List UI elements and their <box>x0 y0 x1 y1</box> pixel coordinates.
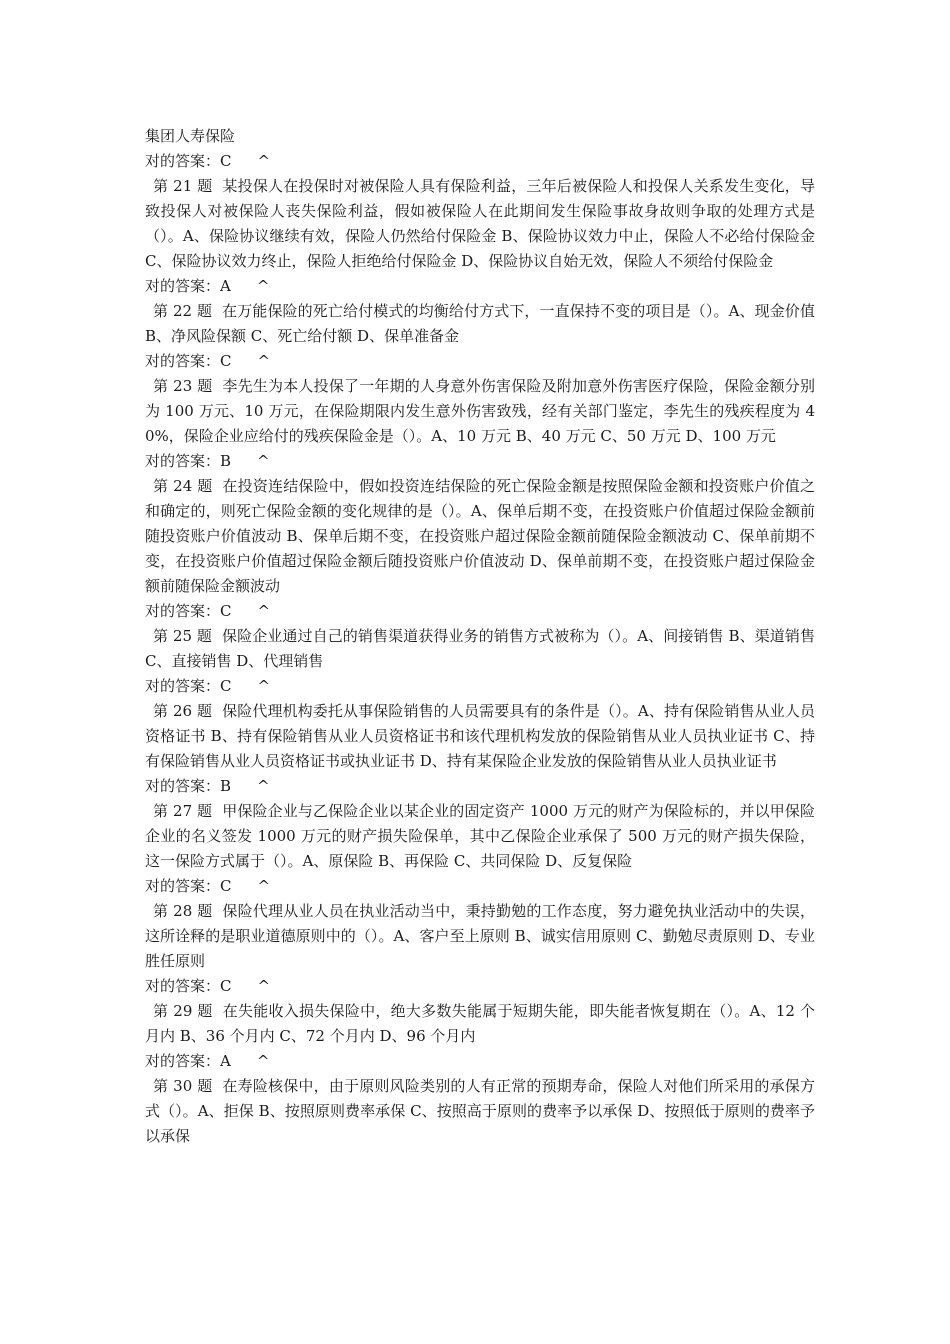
answer-line <box>145 774 815 799</box>
question-item <box>145 474 815 599</box>
answer-prefix: 对的答案： <box>145 152 221 170</box>
question-text: 某投保人在投保时对被保险人具有保险利益，三年后被保险人和投保人关系发生变化，导致投保人对被保险人丧失保险利益，假如被保险人在此期间发生保险事故身故则争取的处理方式是（）。A、保险协议继续有效，保险人仍然给付保险金 B、保险协议效力中止，保险人不必给付保险金 C、保险协议效力终止，保险人拒绝给付保险金 D、保险协议自始无效，保险人不须给付保险金 <box>145 177 815 270</box>
question-number: 第 26 题 <box>153 702 213 720</box>
question-text: 在失能收入损失保险中，绝大多数失能属于短期失能，即失能者恢复期在（）。A、12 个月内 B、36 个月内 C、72 个月内 D、96 个月内 <box>145 1002 815 1045</box>
question-number: 第 27 题 <box>153 802 213 820</box>
question-text: 保险代理从业人员在执业活动当中，秉持勤勉的工作态度，努力避免执业活动中的失误，这所诠释的是职业道德原则中的（）。A、客户至上原则 B、诚实信用原则 C、勤勉尽责原则 D、专业胜任原则 <box>145 902 815 970</box>
answer-value: A <box>220 277 231 295</box>
answer-line <box>145 599 815 624</box>
answer-prefix: 对的答案： <box>145 877 221 895</box>
answer-value: C <box>220 152 232 170</box>
question-text: 甲保险企业与乙保险企业以某企业的固定资产 1000 万元的财产为保险标的，并以甲保险企业的名义签发 1000 万元的财产损失险保单，其中乙保险企业承保了 500 万元的财产损失保险，这一保险方式属于（）。A、原保险 B、再保险 C、共同保险 D、反复保险 <box>145 802 816 870</box>
caret-link[interactable]: ^ <box>257 677 271 695</box>
caret-link[interactable]: ^ <box>257 877 271 895</box>
question-number: 第 25 题 <box>153 627 213 645</box>
question-list <box>145 174 815 1149</box>
answer-value: C <box>220 977 232 995</box>
answer-prefix: 对的答案： <box>145 602 221 620</box>
caret-link[interactable]: ^ <box>257 152 271 170</box>
answer-line <box>145 874 815 899</box>
caret-link[interactable]: ^ <box>257 602 271 620</box>
answer-value: C <box>220 677 232 695</box>
question-item <box>145 699 815 774</box>
answer-prefix: 对的答案： <box>145 352 221 370</box>
answer-prefix: 对的答案： <box>145 452 221 470</box>
answer-value: A <box>220 1052 231 1070</box>
question-item <box>145 999 815 1049</box>
question-number: 第 23 题 <box>153 377 213 395</box>
answer-value: C <box>220 877 232 895</box>
question-number: 第 28 题 <box>153 902 213 920</box>
answer-value: B <box>220 452 232 470</box>
question-number: 第 24 题 <box>153 477 213 495</box>
question-text: 在投资连结保险中，假如投资连结保险的死亡保险金额是按照保险金额和投资账户价值之和确定的，则死亡保险金额的变化规律的是（）。A、保单后期不变，在投资账户价值超过保险金额前随投资账户价值波动 B、保单后期不变，在投资账户超过保险金额前随保险金额波动 C、保单前期不变，在投资账户价值超过保险金额后随投资账户价值波动 D、保单前期不变，在投资账户超过保险金额前随保险金额波动 <box>145 477 815 595</box>
answer-value: C <box>220 602 232 620</box>
answer-line <box>145 974 815 999</box>
question-text: 保险代理机构委托从事保险销售的人员需要具有的条件是（）。A、持有保险销售从业人员资格证书 B、持有保险销售从业人员资格证书和该代理机构发放的保险销售从业人员执业证书 C、持有保险销售从业人员资格证书或执业证书 D、持有某保险企业发放的保险销售从业人员执业证书 <box>145 702 815 770</box>
caret-link[interactable]: ^ <box>257 352 271 370</box>
question-item <box>145 174 815 274</box>
question-number: 第 30 题 <box>153 1077 213 1095</box>
caret-link[interactable]: ^ <box>256 277 270 295</box>
question-number: 第 29 题 <box>153 1002 213 1020</box>
answer-prefix: 对的答案： <box>145 1052 221 1070</box>
question-text: 在寿险核保中，由于原则风险类别的人有正常的预期寿命，保险人对他们所采用的承保方式（）。A、拒保 B、按照原则费率承保 C、按照高于原则的费率予以承保 D、按照低于原则的费率予以承保 <box>145 1077 815 1145</box>
question-item <box>145 799 815 874</box>
question-text: 李先生为本人投保了一年期的人身意外伤害保险及附加意外伤害医疗保险，保险金额分别为 100 万元、10 万元，在保险期限内发生意外伤害致残，经有关部门鉴定，李先生的残疾程度为 40%，保险企业应给付的残疾保险金是（）。A、10 万元 B、40 万元 C、50 万元 D、100 万元 <box>145 377 815 445</box>
caret-link[interactable]: ^ <box>257 777 270 795</box>
answer-prefix: 对的答案： <box>145 977 221 995</box>
question-item <box>145 624 815 674</box>
answer-line <box>145 149 815 174</box>
answer-value: B <box>220 777 232 795</box>
answer-prefix: 对的答案： <box>145 277 221 295</box>
answer-line <box>145 274 815 299</box>
lead-text: 集团人寿保险 <box>145 127 236 145</box>
caret-link[interactable]: ^ <box>257 452 270 470</box>
question-number: 第 22 题 <box>153 302 213 320</box>
question-item <box>145 299 815 349</box>
answer-value: C <box>220 352 232 370</box>
question-number: 第 21 题 <box>153 177 213 195</box>
document-page <box>145 124 815 1149</box>
question-text: 保险企业通过自己的销售渠道获得业务的销售方式被称为（）。A、间接销售 B、渠道销售 C、直接销售 D、代理销售 <box>145 627 815 670</box>
answer-line <box>145 1049 815 1074</box>
answer-line <box>145 674 815 699</box>
caret-link[interactable]: ^ <box>257 977 271 995</box>
question-item <box>145 374 815 449</box>
question-item <box>145 1074 815 1149</box>
answer-prefix: 对的答案： <box>145 777 221 795</box>
answer-line <box>145 349 815 374</box>
answer-line <box>145 449 815 474</box>
answer-prefix: 对的答案： <box>145 677 221 695</box>
question-text: 在万能保险的死亡给付模式的均衡给付方式下，一直保持不变的项目是（）。A、现金价值 B、净风险保额 C、死亡给付额 D、保单准备金 <box>145 302 815 345</box>
question-item <box>145 899 815 974</box>
caret-link[interactable]: ^ <box>256 1052 270 1070</box>
